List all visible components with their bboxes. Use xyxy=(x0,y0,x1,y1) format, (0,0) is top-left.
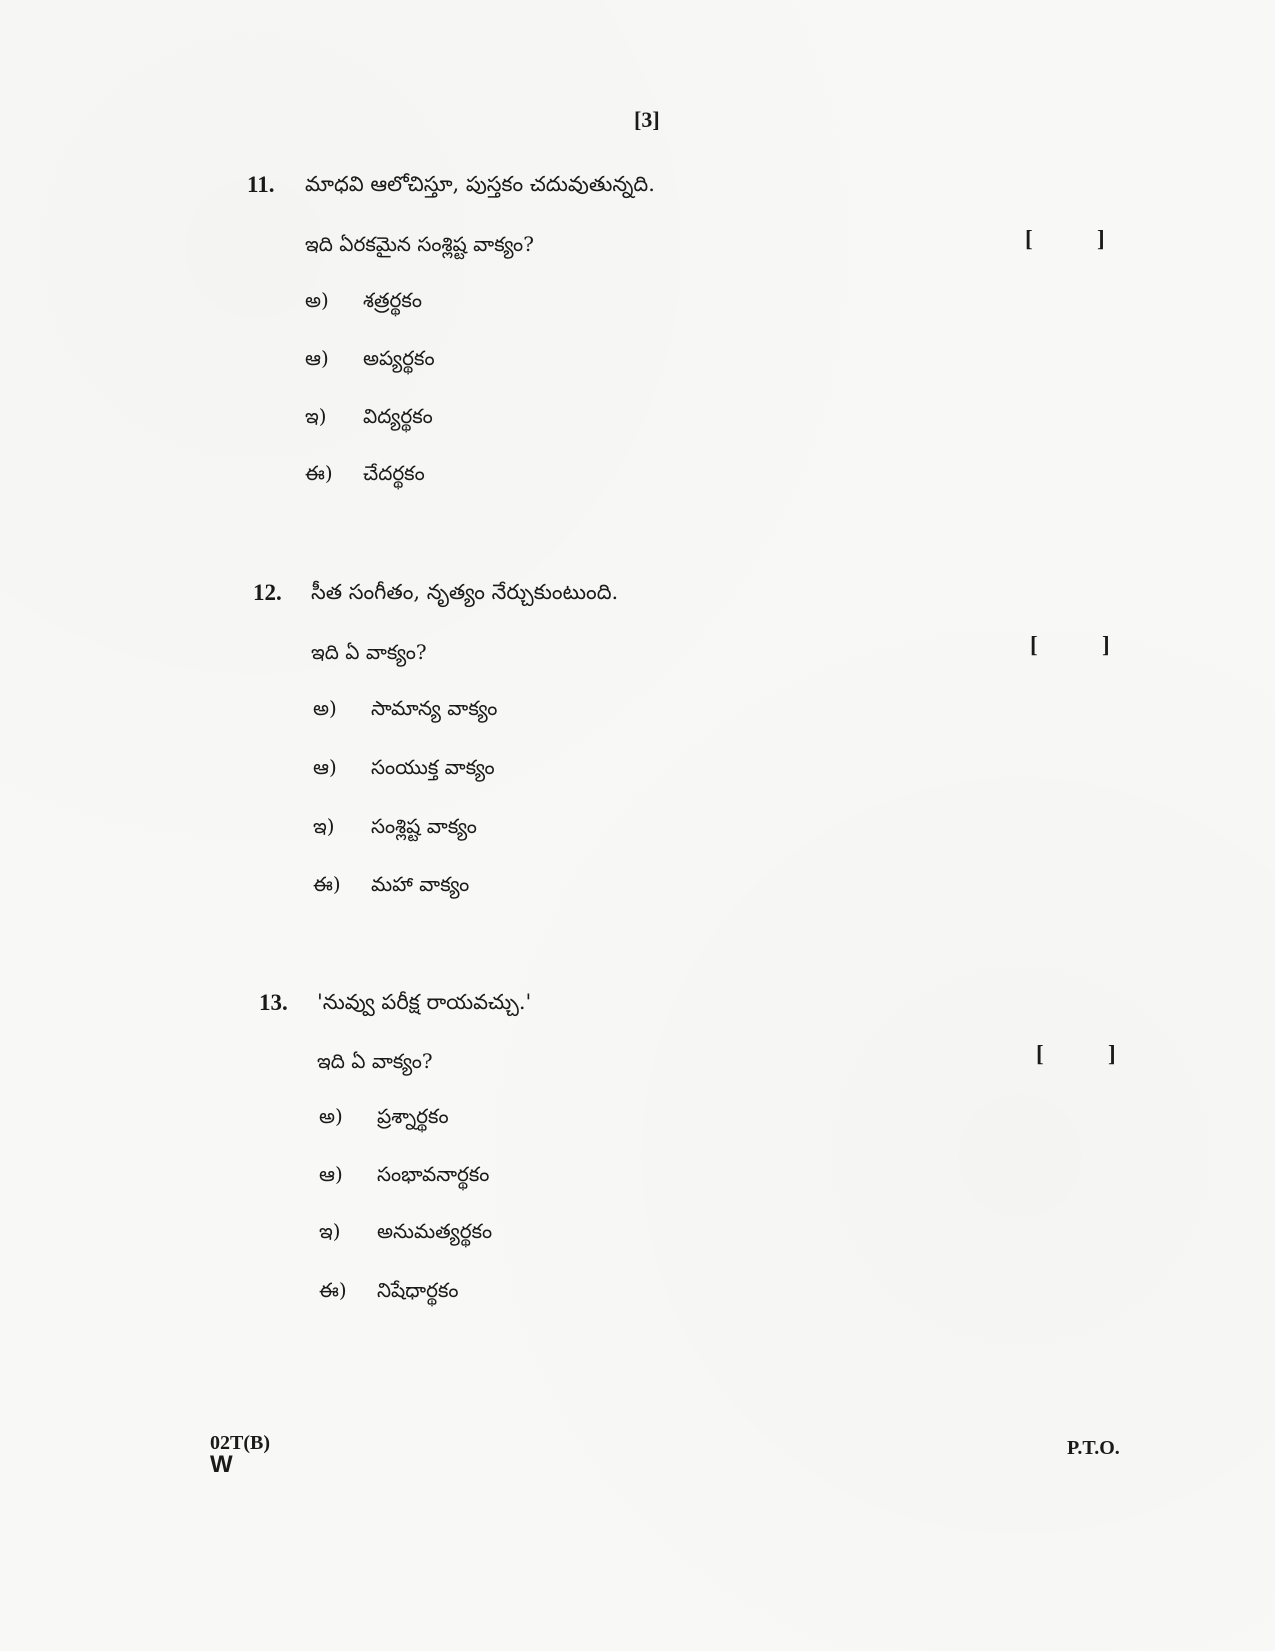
option-marker: ఇ) xyxy=(313,814,335,838)
option-a[interactable] xyxy=(313,696,497,725)
option-i[interactable] xyxy=(305,404,433,433)
option-ii[interactable] xyxy=(319,1278,459,1307)
question-prompt: ఇది ఏ వాక్యం? xyxy=(311,640,427,664)
question-number: 13. xyxy=(259,990,288,1015)
option-marker: ఈ) xyxy=(305,461,333,485)
option-marker: ఆ) xyxy=(313,755,337,779)
bracket-open: [ xyxy=(1025,226,1033,251)
option-label: అనుమత్యర్థకం xyxy=(377,1219,493,1243)
paper-code-text: 02T(B) xyxy=(210,1432,270,1454)
option-marker: ఇ) xyxy=(319,1219,341,1243)
option-label: ప్రశ్నార్థకం xyxy=(377,1104,449,1128)
option-label: నిషేధార్థకం xyxy=(377,1278,459,1302)
option-a[interactable] xyxy=(305,288,422,317)
option-a[interactable] xyxy=(319,1104,449,1133)
option-aa[interactable] xyxy=(305,346,435,375)
option-label: సంశ్లిష్ట వాక్యం xyxy=(371,814,477,838)
option-marker: అ) xyxy=(319,1104,343,1128)
option-marker: ఇ) xyxy=(305,404,327,428)
question-prompt: ఇది ఏరకమైన సంశ్లిష్ట వాక్యం? xyxy=(305,232,534,256)
option-ii[interactable] xyxy=(305,461,425,490)
page-number: [3] xyxy=(634,107,660,132)
question-prompt: ఇది ఏ వాక్యం? xyxy=(317,1049,433,1073)
option-i[interactable] xyxy=(313,814,477,843)
option-label: మహా వాక్యం xyxy=(371,872,470,896)
option-aa[interactable] xyxy=(319,1162,489,1191)
bracket-close: ] xyxy=(1102,632,1110,657)
option-aa[interactable] xyxy=(313,755,495,784)
question-text: సీత సంగీతం, నృత్యం నేర్చుకుంటుంది. xyxy=(311,580,619,604)
option-label: సంభావనార్థకం xyxy=(377,1162,490,1186)
option-label: అప్యర్థకం xyxy=(363,346,435,370)
option-marker: ఆ) xyxy=(305,346,329,370)
option-marker: ఈ) xyxy=(313,872,341,896)
question-text: మాధవి ఆలోచిస్తూ, పుస్తకం చదువుతున్నది. xyxy=(305,172,655,196)
question-text: 'నువ్వు పరీక్ష రాయవచ్చు.' xyxy=(317,990,532,1014)
bracket-close: ] xyxy=(1108,1041,1116,1066)
paper-code xyxy=(210,1432,270,1476)
option-label: విద్యర్థకం xyxy=(363,404,433,428)
option-ii[interactable] xyxy=(313,872,469,901)
option-marker: ఈ) xyxy=(319,1278,347,1302)
option-marker: ఆ) xyxy=(319,1162,343,1186)
option-label: సామాన్య వాక్యం xyxy=(371,696,498,720)
paper-series-mark: W xyxy=(210,1451,233,1478)
bracket-close: ] xyxy=(1097,226,1105,251)
bracket-open: [ xyxy=(1036,1041,1044,1066)
option-i[interactable] xyxy=(319,1219,492,1248)
please-turn-over: P.T.O. xyxy=(1067,1437,1120,1459)
question-number: 12. xyxy=(253,580,282,605)
option-label: సంయుక్త వాక్యం xyxy=(371,755,495,779)
option-marker: అ) xyxy=(305,288,329,312)
option-label: శత్రర్థకం xyxy=(363,288,422,312)
bracket-open: [ xyxy=(1030,632,1038,657)
option-marker: అ) xyxy=(313,696,337,720)
option-label: చేదర్థకం xyxy=(363,461,425,485)
question-number: 11. xyxy=(247,172,275,197)
